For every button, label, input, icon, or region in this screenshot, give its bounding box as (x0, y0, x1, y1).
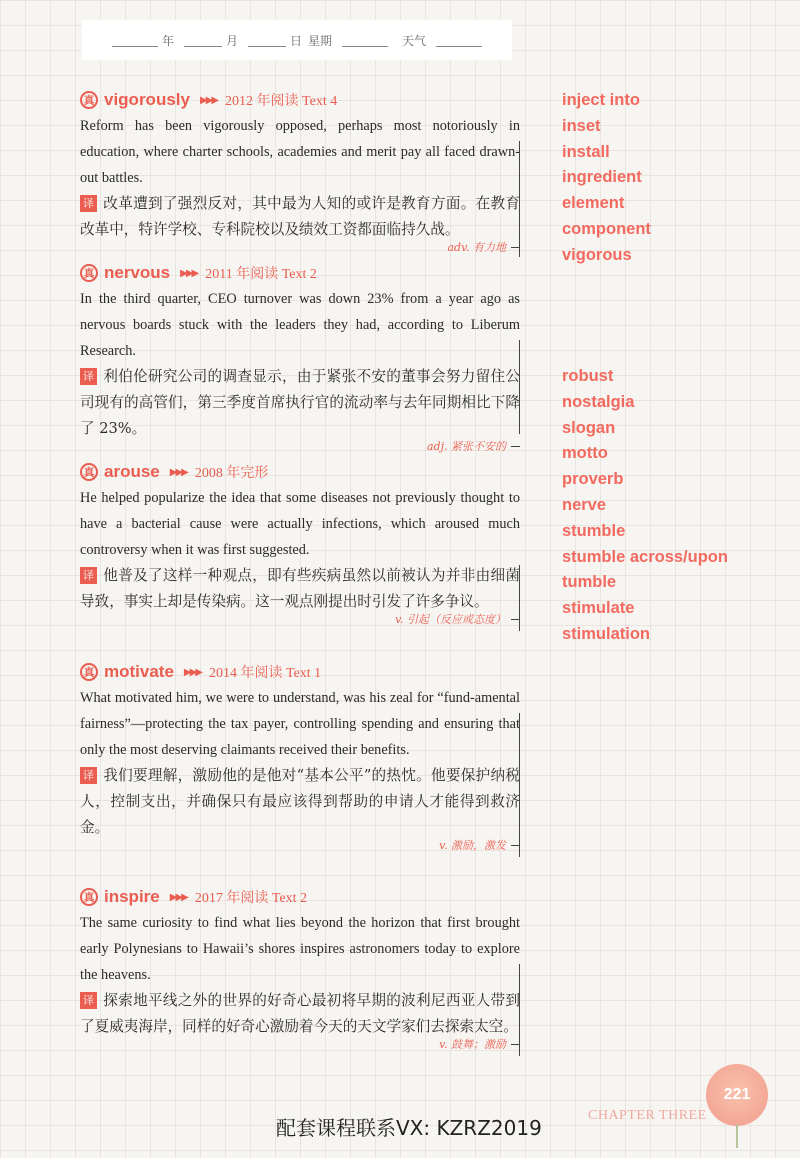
exam-source: 2008 年完形 (194, 466, 269, 481)
page-number: 221 (723, 1086, 751, 1103)
date-header (82, 20, 512, 60)
chinese-translation (80, 563, 520, 615)
entry-head (80, 461, 520, 483)
translation-text: 探索地平线之外的世界的好奇心最初将早期的波利尼西亚人带到了夏威夷海岸，同样的好奇心激励着今天的天文学家们去探索太空。 (80, 992, 520, 1036)
chevrons-icon: ▶▶▶ (183, 666, 201, 678)
yi-badge-icon: 译 (80, 992, 97, 1009)
day-blank (248, 34, 286, 47)
related-word: slogan (562, 418, 616, 437)
year-label: 年 (161, 33, 174, 48)
entry-arouse (80, 461, 520, 627)
month-label: 月 (225, 33, 238, 48)
yi-badge-icon: 译 (80, 567, 97, 584)
chevrons-icon: ▶▶▶ (169, 891, 187, 903)
promo-text: 配套课程联系VX: KZRZ2019 (276, 1116, 542, 1140)
english-sentence: Reform has been vigorously opposed, perhaps most notoriously in education, where charter schools, academies and merit pay all faced drawn-out battles. (80, 118, 520, 186)
entry-head (80, 886, 520, 908)
related-word: element (562, 194, 625, 213)
chevrons-icon: ▶▶▶ (169, 466, 187, 478)
english-sentence: The same curiosity to find what lies beyond the horizon that first brought early Polynesians to Hawaii’s shores inspires astronomers today to explore the heavens. (80, 915, 520, 983)
part-of-speech-gloss: v. 激励，激发 (80, 837, 520, 853)
weekday-blank (342, 34, 388, 47)
related-word: vigorous (562, 245, 632, 264)
bracket-line (519, 141, 520, 257)
exam-source: 2012 年阅读 Text 4 (225, 94, 338, 109)
translation-text: 他普及了这样一种观点，即有些疾病虽然以前被认为并非由细菌导致，事实上却是传染病。这一观点刚提出时引发了许多争议。 (80, 567, 520, 611)
month-blank (184, 34, 222, 47)
english-sentence: What motivated him, we were to understand, was his zeal for “fund-amental fairness”—protecting the tax payer, controlling spending and ensuring that only the most deserving claimants received their benefits. (80, 690, 520, 758)
zhen-badge-icon: 真 (80, 888, 98, 906)
yi-badge-icon: 译 (80, 368, 97, 385)
entry-head (80, 661, 520, 683)
related-word: stumble across/upon (562, 547, 728, 566)
yi-badge-icon: 译 (80, 767, 97, 784)
year-blank (112, 34, 158, 47)
zhen-badge-icon: 真 (80, 463, 98, 481)
chevrons-icon: ▶▶▶ (180, 267, 198, 279)
entry-vigorously (80, 89, 520, 255)
english-sentence: He helped popularize the idea that some diseases not previously thought to have a bacterial cause were actually infections, which aroused much controversy when it was first suggested. (80, 490, 520, 558)
chinese-translation (80, 191, 520, 243)
related-word: ingredient (562, 168, 642, 187)
bracket-line (519, 713, 520, 857)
translation-text: 我们要理解，激励他的是他对“基本公平”的热忱。他要保护纳税人，控制支出，并确保只有最应该得到帮助的申请人才能得到救济金。 (80, 767, 520, 836)
exam-source: 2011 年阅读 Text 2 (205, 267, 317, 282)
weather-blank (436, 34, 482, 47)
bracket-line (519, 565, 520, 631)
part-of-speech-gloss: v. 鼓舞；激励 (80, 1036, 520, 1052)
entry-head (80, 89, 520, 111)
headword: motivate (104, 662, 174, 681)
entry-nervous (80, 262, 520, 454)
chinese-translation (80, 364, 520, 441)
zhen-badge-icon: 真 (80, 91, 98, 109)
related-words-bottom (562, 364, 728, 648)
headword: arouse (104, 462, 160, 481)
bracket-line (519, 964, 520, 1056)
bracket-line (519, 340, 520, 434)
yi-badge-icon: 译 (80, 195, 97, 212)
related-word: install (562, 142, 610, 161)
related-word: inject into (562, 91, 640, 109)
weather-label: 天气 (402, 33, 427, 48)
page-number-badge (706, 1064, 768, 1126)
related-word: stimulate (562, 599, 635, 618)
related-word: robust (562, 367, 614, 385)
zhen-badge-icon: 真 (80, 663, 98, 681)
entry-head (80, 262, 520, 284)
part-of-speech-gloss: v. 引起（反应或态度） (80, 611, 520, 627)
related-word: motto (562, 444, 608, 463)
entry-motivate (80, 661, 520, 853)
chinese-translation (80, 763, 520, 840)
day-label: 日 (289, 33, 302, 48)
headword: inspire (104, 887, 160, 906)
part-of-speech-gloss: adj. 紧张不安的 (80, 438, 520, 454)
english-sentence: In the third quarter, CEO turnover was down 23% from a year ago as nervous boards stuck with the leaders they had, according to Liberum Research. (80, 291, 520, 359)
related-word: tumble (562, 573, 617, 592)
chevrons-icon: ▶▶▶ (199, 94, 218, 106)
part-of-speech-gloss: adv. 有力地 (80, 239, 520, 255)
related-word: proverb (562, 470, 624, 489)
related-words-top (562, 88, 651, 269)
exam-source: 2017 年阅读 Text 2 (194, 891, 308, 906)
related-word: component (562, 219, 651, 238)
flower-stem-icon (736, 1124, 738, 1148)
entry-inspire (80, 886, 520, 1052)
related-word: nostalgia (562, 392, 635, 411)
related-word: stumble (562, 521, 626, 540)
exam-source: 2014 年阅读 Text 1 (209, 666, 322, 681)
chinese-translation (80, 988, 520, 1040)
related-word: stimulation (562, 624, 651, 643)
weekday-label: 星期 (308, 33, 333, 48)
zhen-badge-icon: 真 (80, 264, 98, 282)
chapter-label: CHAPTER THREE (588, 1108, 707, 1123)
related-word: nerve (562, 495, 607, 514)
related-word: inset (562, 116, 601, 135)
translation-text: 利伯伦研究公司的调查显示，由于紧张不安的董事会努力留住公司现有的高管们，第三季度首席执行官的流动率与去年同期相比下降了 23%。 (80, 368, 520, 437)
headword: vigorously (104, 90, 190, 109)
headword: nervous (104, 263, 171, 282)
translation-text: 改革遭到了强烈反对，其中最为人知的或许是教育方面。在教育改革中，特许学校、专科院校以及绩效工资都面临持久战。 (80, 195, 520, 239)
